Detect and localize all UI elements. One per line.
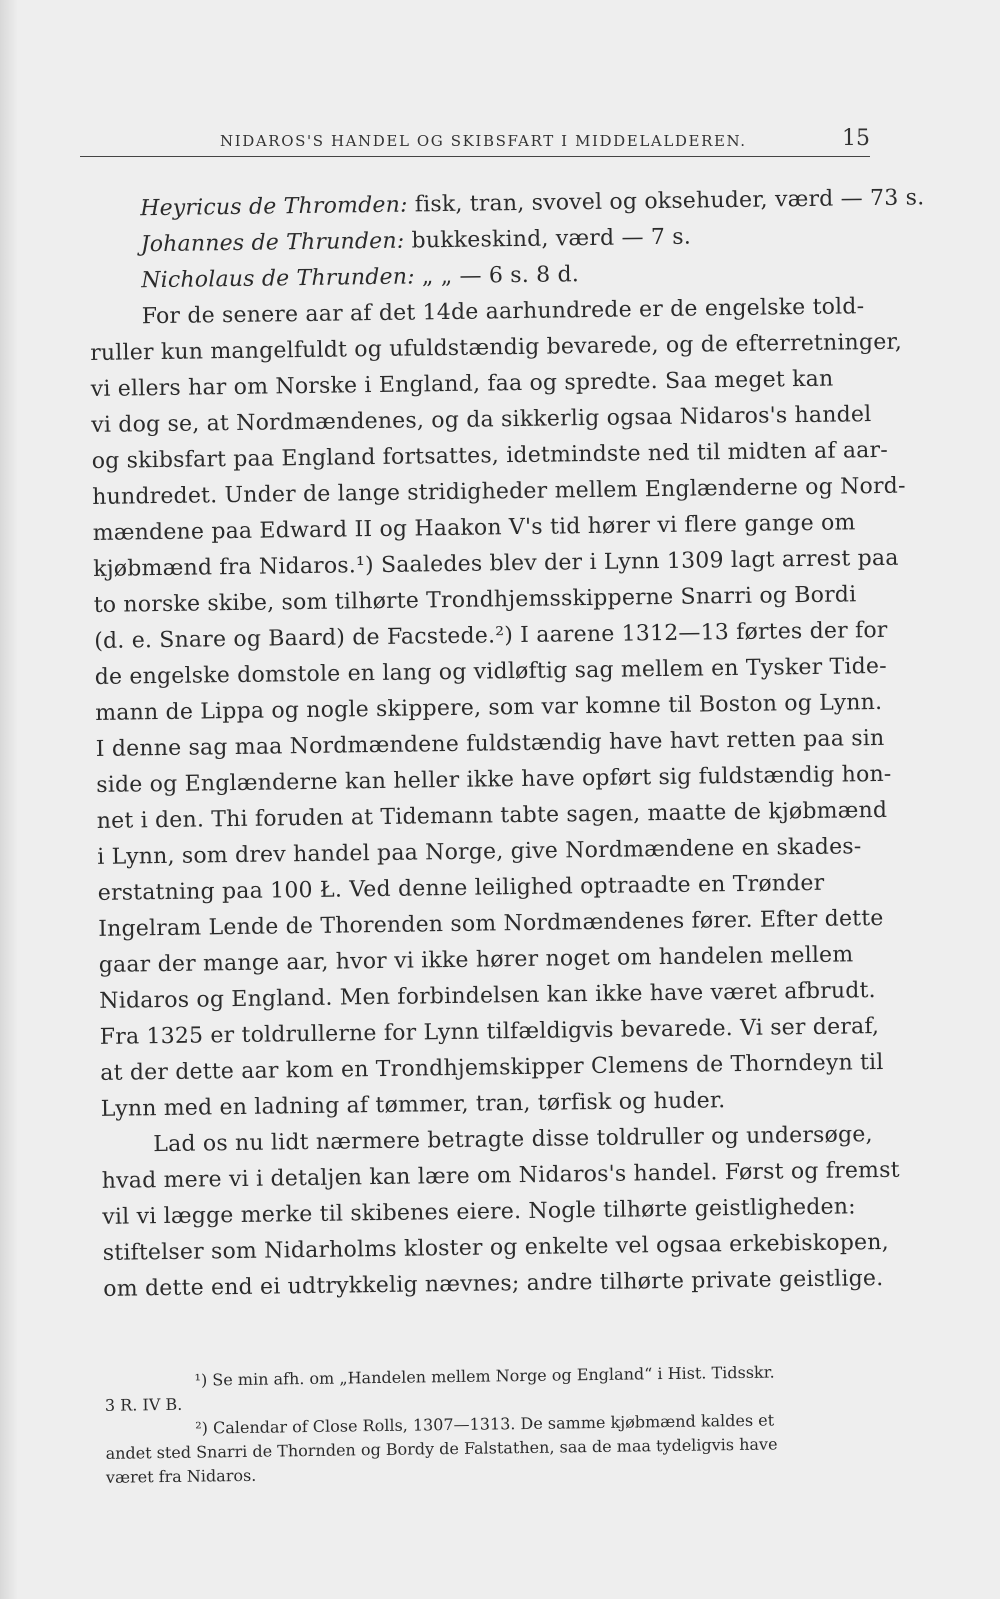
body-line: For de senere aar af det 14de aarhundrede er de engelske told- bbox=[141, 294, 865, 330]
body-line: i Lynn, som drev handel paa Norge, give Nordmændene en skades- bbox=[97, 834, 862, 870]
body-line: om dette end ei udtrykkelig nævnes; andre tilhørte private geistlige. bbox=[103, 1266, 884, 1302]
body-line: erstatning paa 100 Ł. Ved denne leilighed optraadte en Trønder bbox=[97, 870, 825, 906]
footnote-line: andet sted Snarri de Thornden og Bordy de Falstathen, saa de maa tydeligvis have bbox=[105, 1434, 778, 1463]
body-line: vil vi lægge merke til skibenes eiere. Nogle tilhørte geistligheden: bbox=[102, 1194, 856, 1230]
body-line: net i den. Thi foruden at Tidemann tabte sagen, maatte de kjøbmænd bbox=[96, 797, 888, 834]
footnote-line: 3 R. IV B. bbox=[104, 1394, 183, 1415]
body-line: I denne sag maa Nordmændene fuldstændig have havt retten paa sin bbox=[95, 725, 885, 762]
body-line: Lynn med en ladning af tømmer, tran, tørfisk og huder. bbox=[100, 1088, 726, 1122]
footnote-line: ²) Calendar of Close Rolls, 1307—1313. De samme kjøbmænd kaldes et bbox=[195, 1410, 775, 1438]
body-line: hvad mere vi i detaljen kan lære om Nidaros's handel. Først og fremst bbox=[101, 1157, 900, 1194]
customs-entry: Nicholaus de Thrunden: „ „ — 6 s. 8 d. bbox=[141, 262, 580, 294]
body-line: Lad os nu lidt nærmere betragte disse toldruller og undersøge, bbox=[153, 1122, 873, 1158]
body-line: mann de Lippa og nogle skippere, som var komne til Boston og Lynn. bbox=[95, 689, 883, 726]
body-line: vi dog se, at Nordmændenes, og da sikkerlig ogsaa Nidaros's handel bbox=[91, 402, 872, 438]
body-line: gaar der mange aar, hvor vi ikke hører noget om handelen mellem bbox=[98, 942, 854, 978]
body-line: (d. e. Snare og Baard) de Facstede.²) I aarene 1312—13 førtes der for bbox=[94, 617, 888, 654]
footnote-line: været fra Nidaros. bbox=[105, 1465, 257, 1487]
body-line: mændene paa Edward II og Haakon V's tid hører vi flere gange om bbox=[92, 510, 856, 546]
body-line: Ingelram Lende de Thorenden som Nordmændenes fører. Efter dette bbox=[98, 905, 884, 942]
body-line: to norske skibe, som tilhørte Trondhjemsskipperne Snarri og Bordi bbox=[93, 582, 857, 618]
footnote-line: ¹) Se min afh. om „Handelen mellem Norge og England“ i Hist. Tidsskr. bbox=[194, 1362, 775, 1390]
body-line: de engelske domstole en lang og vidløftig sag mellem en Tysker Tide- bbox=[94, 653, 887, 690]
customs-entry: Heyricus de Thromden: fisk, tran, svovel og oksehuder, værd — 73 s. bbox=[140, 185, 925, 222]
running-title: NIDAROS'S HANDEL OG SKIBSFART I MIDDELALDEREN. bbox=[220, 132, 747, 150]
body-line: og skibsfart paa England fortsattes, idetmindste ned til midten af aar- bbox=[91, 437, 889, 474]
body-line: vi ellers har om Norske i England, faa og spredte. Saa meget kan bbox=[90, 366, 834, 402]
body-line: Nidaros og England. Men forbindelsen kan ikke have været afbrudt. bbox=[99, 978, 876, 1014]
body-line: kjøbmænd fra Nidaros.¹) Saaledes blev der i Lynn 1309 lagt arrest paa bbox=[93, 545, 899, 582]
customs-entry: Johannes de Thrunden: bukkeskind, værd — 7 s. bbox=[140, 224, 692, 258]
body-line: stiftelser som Nidarholms kloster og enkelte vel ogsaa erkebiskopen, bbox=[102, 1229, 890, 1266]
page-body bbox=[88, 181, 925, 1490]
body-line: Fra 1325 er toldrullerne for Lynn tilfældigvis bevarede. Vi ser deraf, bbox=[99, 1014, 880, 1050]
body-line: side og Englænderne kan heller ikke have opført sig fuldstændig hon- bbox=[96, 761, 892, 798]
page-gutter-shadow bbox=[0, 0, 18, 1599]
body-line: at der dette aar kom en Trondhjemskipper Clemens de Thorndeyn til bbox=[100, 1049, 884, 1086]
body-line: hundredet. Under de lange stridigheder mellem Englænderne og Nord- bbox=[92, 473, 906, 510]
page-number: 15 bbox=[842, 126, 870, 151]
running-head bbox=[80, 122, 870, 157]
body-line: ruller kun mangelfuldt og ufuldstændig bevarede, og de efterretninger, bbox=[90, 329, 903, 366]
